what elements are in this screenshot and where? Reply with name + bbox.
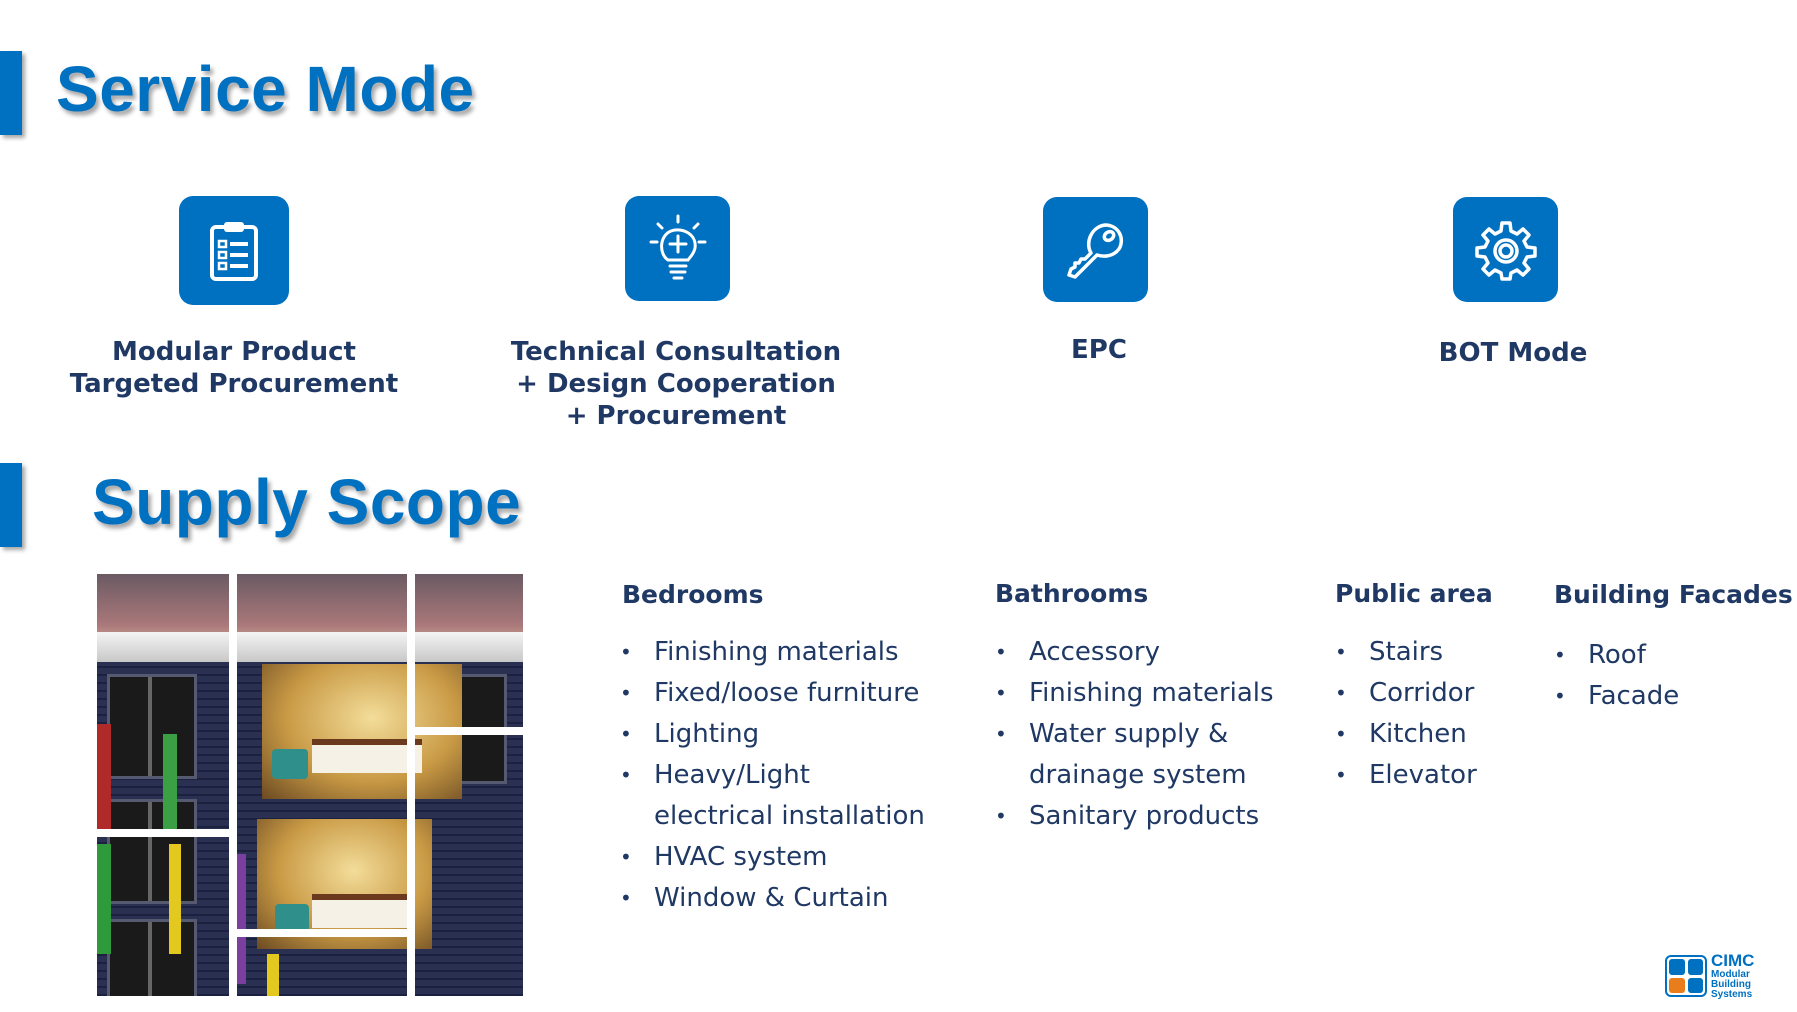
list-item: drainage system xyxy=(1029,760,1247,790)
service-label-line: BOT Mode xyxy=(1438,338,1588,368)
service-mode-accent-bar xyxy=(0,51,22,135)
service-icon-bot xyxy=(1453,197,1558,302)
list-item: • Finishing materials xyxy=(995,673,1274,714)
list-item: • Window & Curtain xyxy=(620,878,925,919)
logo-line: Building xyxy=(1711,979,1751,990)
list-item: • Accessory xyxy=(995,632,1274,673)
list-item: • Sanitary products xyxy=(995,796,1274,837)
service-label-bot xyxy=(1333,337,1693,369)
service-label-line: Targeted Procurement xyxy=(69,369,399,399)
list-item: • Stairs xyxy=(1335,632,1477,673)
public-area-list xyxy=(1335,632,1477,796)
list-item: • Heavy/Light xyxy=(620,755,925,796)
column-heading-bedrooms: Bedrooms xyxy=(622,580,764,609)
list-item: • Corridor xyxy=(1335,673,1477,714)
building-facades-list xyxy=(1554,635,1679,717)
column-heading-public-area: Public area xyxy=(1335,579,1493,608)
service-label-line: EPC xyxy=(1071,335,1127,365)
list-item: • Roof xyxy=(1554,635,1679,676)
service-icon-epc xyxy=(1043,197,1148,302)
service-icon-consultation xyxy=(625,196,730,301)
list-item: • Elevator xyxy=(1335,755,1477,796)
modular-building-photo xyxy=(97,574,523,996)
service-label-procurement xyxy=(54,336,414,400)
cimc-logo xyxy=(1665,952,1754,1000)
supply-scope-accent-bar xyxy=(0,463,22,547)
column-heading-building-facades: Building Facades xyxy=(1554,580,1793,609)
logo-line: Systems xyxy=(1711,989,1753,1000)
service-label-line: + Design Cooperation xyxy=(516,369,836,399)
cimc-logo-text xyxy=(1711,952,1754,1000)
service-label-line: + Procurement xyxy=(565,401,787,431)
service-label-line: Modular Product xyxy=(112,337,356,367)
service-label-epc xyxy=(919,334,1279,366)
column-heading-bathrooms: Bathrooms xyxy=(995,579,1149,608)
list-item: • Water supply & xyxy=(995,714,1274,755)
service-icon-procurement xyxy=(179,196,289,305)
logo-line: Modular xyxy=(1711,969,1750,980)
list-item: • Finishing materials xyxy=(620,632,925,673)
key-icon xyxy=(1065,219,1127,281)
clipboard-checklist-icon xyxy=(206,219,262,283)
list-item: electrical installation xyxy=(654,801,925,831)
bathrooms-list xyxy=(995,632,1274,837)
list-item: • Lighting xyxy=(620,714,925,755)
cimc-logo-mark xyxy=(1665,955,1707,997)
list-item: • Kitchen xyxy=(1335,714,1477,755)
logo-name: CIMC xyxy=(1711,951,1755,970)
list-item: • Fixed/loose furniture xyxy=(620,673,925,714)
service-mode-title: Service Mode xyxy=(56,53,475,125)
list-item: • Facade xyxy=(1554,676,1679,717)
lightbulb-plus-icon xyxy=(649,214,707,284)
bedrooms-list xyxy=(620,632,925,919)
service-label-line: Technical Consultation xyxy=(510,337,842,367)
supply-scope-title: Supply Scope xyxy=(92,466,522,538)
gear-icon xyxy=(1475,219,1537,281)
list-item: • HVAC system xyxy=(620,837,925,878)
service-label-consultation xyxy=(496,336,856,432)
